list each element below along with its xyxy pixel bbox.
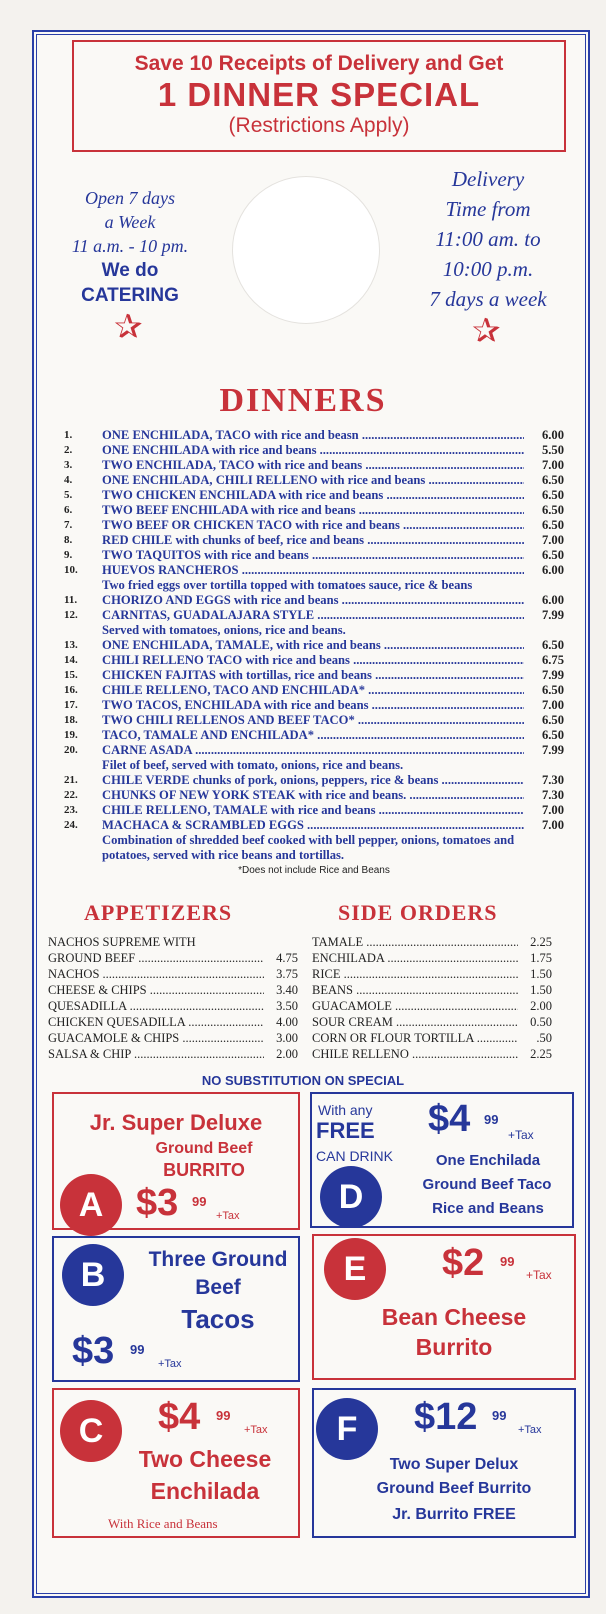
dinners-note: *Does not include Rice and Beans	[238, 865, 390, 876]
special-b-badge: B	[62, 1244, 124, 1306]
dinner-item-price: 6.75	[541, 653, 564, 667]
side-order-item	[312, 998, 552, 1014]
dinner-item-description: Filet of beef, served with tomato, onions, rice and beans.	[102, 758, 404, 772]
appetizer-item	[48, 1014, 298, 1030]
special-b-tax: +Tax	[158, 1358, 182, 1370]
dinner-item-name: CHICKEN FAJITAS with tortillas, rice and beans .....	[102, 668, 524, 683]
dinner-item-name: CHORIZO AND EGGS with rice and beans .....	[102, 593, 524, 608]
special-c-line-2: Enchilada	[150, 1478, 260, 1504]
dinner-item-price: 7.00	[541, 803, 564, 817]
promo-line-2: 1 DINNER SPECIAL	[157, 76, 481, 113]
special-b-line-3: Tacos	[181, 1304, 255, 1334]
hours-line-2: a Week	[104, 212, 156, 232]
dinner-item-price: 7.99	[541, 743, 564, 757]
dinner-item-description: Two fried eggs over tortilla topped with tomatoes sauce, rice & beans	[102, 578, 473, 592]
appetizer-item-name: QUESADILLA .....	[48, 998, 264, 1014]
special-f-line-2: Ground Beef Burrito	[376, 1480, 532, 1497]
dinner-item-price: 6.50	[541, 488, 564, 502]
dinner-item-number: 23.	[64, 804, 78, 816]
dinner-item	[64, 548, 564, 563]
dinner-item-number: 16.	[64, 684, 78, 696]
special-d-badge: D	[320, 1166, 382, 1228]
dinner-item	[64, 788, 564, 803]
dinner-item-price: 6.50	[541, 548, 564, 562]
dinner-item	[64, 728, 564, 743]
appetizer-item	[48, 998, 298, 1014]
side-order-item-price: 0.50	[530, 1015, 552, 1029]
side-order-item-name: TAMALE .....	[312, 934, 518, 950]
appetizer-item-price: 2.00	[276, 1047, 298, 1061]
dinner-item-price: 7.00	[541, 533, 564, 547]
dinner-item-price: 7.00	[541, 698, 564, 712]
side-order-item-name: RICE .....	[312, 966, 518, 982]
dinner-item-number: 3.	[64, 459, 73, 471]
special-b	[52, 1236, 300, 1382]
side-order-item	[312, 1030, 552, 1046]
appetizer-item-price: 4.75	[276, 951, 298, 965]
dinner-item-name: CHILE RELLENO, TACO AND ENCHILADA* .....	[102, 683, 524, 698]
dinner-item-number: 18.	[64, 714, 78, 726]
dinner-item-price: 7.30	[541, 788, 564, 802]
appetizers-title: APPETIZERS	[84, 900, 233, 925]
dinner-item-name: RED CHILE with chunks of beef, rice and beans .....	[102, 533, 524, 548]
appetizer-item	[48, 966, 298, 982]
special-d-line-2: Ground Beef Taco	[422, 1176, 552, 1193]
dinner-item-number: 15.	[64, 669, 78, 681]
side-order-item-name: ENCHILADA .....	[312, 950, 518, 966]
dinner-item-name: TWO TACOS, ENCHILADA with rice and beans .....	[102, 698, 524, 713]
dinner-item-number: 14.	[64, 654, 78, 666]
dinner-item	[64, 608, 564, 623]
dinner-item	[64, 533, 564, 548]
side-order-item	[312, 982, 552, 998]
dinner-item-price: 6.50	[541, 638, 564, 652]
dinner-item-name: HUEVOS RANCHEROS .....	[102, 563, 524, 578]
delivery-line-5: 7 days a week	[429, 287, 547, 311]
appetizer-item-price: 3.50	[276, 999, 298, 1013]
special-f	[312, 1388, 576, 1538]
side-order-item	[312, 1046, 552, 1062]
delivery-info	[408, 164, 568, 314]
promo-box	[72, 40, 566, 152]
appetizer-item-name: SALSA & CHIP .....	[48, 1046, 264, 1062]
appetizer-item-name: NACHOS SUPREME WITH	[48, 935, 196, 949]
dinner-item-name: ONE ENCHILADA, TAMALE, with rice and beans .....	[102, 638, 524, 653]
dinner-item-number: 7.	[64, 519, 73, 531]
star-icon: ✰	[472, 312, 501, 350]
dinner-item	[64, 503, 564, 518]
special-f-price: $12	[414, 1396, 478, 1438]
dinner-item-number: 8.	[64, 534, 73, 546]
appetizer-item	[48, 1030, 298, 1046]
dinner-item-number: 17.	[64, 699, 78, 711]
side-orders-list	[312, 934, 552, 1062]
special-c-badge: C	[60, 1400, 122, 1462]
dinner-item-name: CHILE VERDE chunks of pork, onions, peppers, rice & beans .....	[102, 773, 524, 788]
special-e-line-2: Burrito	[415, 1334, 493, 1360]
special-a-tax: +Tax	[216, 1210, 240, 1222]
dinner-item-name: TWO BEEF ENCHILADA with rice and beans .....	[102, 503, 524, 518]
special-d-pre-2: FREE	[316, 1118, 375, 1143]
dinner-item-name: TWO BEEF OR CHICKEN TACO with rice and beans .....	[102, 518, 524, 533]
door-hanger-hole	[232, 176, 380, 324]
dinner-item-price: 6.50	[541, 713, 564, 727]
special-a-line-3: BURRITO	[163, 1160, 245, 1180]
appetizer-item-price: 3.75	[276, 967, 298, 981]
dinner-item-name: TWO CHICKEN ENCHILADA with rice and beans .....	[102, 488, 524, 503]
special-b-line-2: Beef	[195, 1276, 241, 1299]
special-e-line-1: Bean Cheese	[381, 1304, 527, 1330]
special-c-line-3: With Rice and Beans	[108, 1516, 218, 1531]
promo-line-1: Save 10 Receipts of Delivery and Get	[134, 52, 504, 75]
side-order-item-name: BEANS .....	[312, 982, 518, 998]
dinner-item-name: ONE ENCHILADA, CHILI RELLENO with rice and beans .....	[102, 473, 524, 488]
dinner-item	[64, 818, 564, 833]
dinner-item-price: 6.50	[541, 518, 564, 532]
side-order-item	[312, 1014, 552, 1030]
dinner-item-number: 12.	[64, 609, 78, 621]
special-e-tax: +Tax	[526, 1268, 552, 1282]
dinner-item-price: 7.99	[541, 608, 564, 622]
dinner-item-description: Served with tomatoes, onions, rice and beans.	[102, 623, 346, 637]
dinner-item-name: CHUNKS OF NEW YORK STEAK with rice and beans. .....	[102, 788, 524, 803]
dinner-item	[64, 563, 564, 578]
special-c-line-1: Two Cheese	[138, 1446, 272, 1472]
dinner-item-number: 1.	[64, 429, 73, 441]
dinner-item-price: 6.50	[541, 728, 564, 742]
special-d-pre-1: With any	[318, 1102, 373, 1118]
dinner-item-name: CHILE RELLENO, TAMALE with rice and beans .....	[102, 803, 524, 818]
delivery-line-2: Time from	[445, 197, 531, 221]
special-d-price: $4	[428, 1098, 471, 1140]
appetizer-item	[48, 982, 298, 998]
hours-line-3: 11 a.m. - 10 pm.	[71, 236, 189, 256]
dinner-item	[64, 713, 564, 728]
special-e-badge: E	[324, 1238, 386, 1300]
dinner-item-name: CARNITAS, GUADALAJARA STYLE .....	[102, 608, 524, 623]
dinner-item-price: 5.50	[541, 443, 564, 457]
delivery-line-4: 10:00 p.m.	[442, 257, 534, 281]
appetizer-item-name: GUACAMOLE & CHIPS .....	[48, 1030, 264, 1046]
appetizer-item-name: NACHOS .....	[48, 966, 264, 982]
side-order-item-price: .50	[536, 1031, 552, 1045]
appetizer-item-name: GROUND BEEF .....	[48, 950, 264, 966]
special-f-badge: F	[316, 1398, 378, 1460]
dinner-item-number: 4.	[64, 474, 73, 486]
dinner-item-number: 9.	[64, 549, 73, 561]
special-c-tax: +Tax	[244, 1424, 268, 1436]
special-a-badge: A	[60, 1174, 122, 1236]
appetizers-list	[48, 934, 298, 1062]
dinner-item-price: 6.00	[541, 428, 564, 442]
dinner-item-price: 6.50	[541, 503, 564, 517]
dinner-item	[64, 428, 564, 443]
side-order-item-price: 2.00	[530, 999, 552, 1013]
dinner-item	[64, 803, 564, 818]
special-f-line-1: Two Super Delux	[389, 1456, 519, 1473]
hours-info	[60, 186, 200, 308]
star-icon: ✰	[114, 308, 143, 346]
dinner-item-name: TWO TAQUITOS with rice and beans .....	[102, 548, 524, 563]
dinner-item-name: TACO, TAMALE AND ENCHILADA* .....	[102, 728, 524, 743]
special-e-price: $2	[442, 1242, 485, 1284]
no-substitution-note: NO SUBSTITUTION ON SPECIAL	[201, 1073, 405, 1088]
dinner-item-number: 11.	[64, 594, 78, 606]
dinner-item-price: 7.00	[541, 458, 564, 472]
special-f-tax: +Tax	[518, 1424, 542, 1436]
dinner-item-number: 5.	[64, 489, 73, 501]
special-a-line-1: Jr. Super Deluxe	[89, 1110, 263, 1135]
appetizer-item	[48, 950, 298, 966]
dinners-list	[64, 428, 564, 876]
dinner-item-name: ONE ENCHILADA with rice and beans .....	[102, 443, 524, 458]
dinner-item-name: TWO ENCHILADA, TACO with rice and beans .....	[102, 458, 524, 473]
dinner-item-price: 6.00	[541, 593, 564, 607]
dinner-item-name: TWO CHILI RELLENOS AND BEEF TACO* .....	[102, 713, 524, 728]
special-b-price: $3	[72, 1330, 115, 1372]
appetizer-item-name: CHICKEN QUESADILLA .....	[48, 1014, 264, 1030]
side-order-item-name: CHILE RELLENO .....	[312, 1046, 518, 1062]
side-orders-title: SIDE ORDERS	[338, 900, 498, 925]
dinner-item-price: 7.30	[541, 773, 564, 787]
side-order-item	[312, 966, 552, 982]
delivery-line-1: Delivery	[451, 167, 525, 191]
delivery-line-3: 11:00 am. to	[435, 227, 541, 251]
appetizer-item-name: CHEESE & CHIPS .....	[48, 982, 264, 998]
catering-line-2: CATERING	[81, 285, 179, 306]
dinner-item-number: 13.	[64, 639, 78, 651]
special-d-cents: 99	[484, 1112, 499, 1127]
dinner-item	[64, 773, 564, 788]
dinner-item-number: 2.	[64, 444, 73, 456]
dinner-item	[64, 638, 564, 653]
appetizer-item	[48, 934, 298, 950]
side-order-item-price: 1.50	[530, 967, 552, 981]
appetizer-item-price: 3.00	[276, 1031, 298, 1045]
special-c	[52, 1388, 300, 1538]
appetizer-item-price	[264, 934, 298, 950]
dinner-item-number: 24.	[64, 819, 78, 831]
special-a-price: $3	[136, 1182, 179, 1224]
dinner-item-name: CHILI RELLENO TACO with rice and beans .....	[102, 653, 524, 668]
dinner-item-number: 20.	[64, 744, 78, 756]
dinner-item-number: 22.	[64, 789, 78, 801]
special-a-line-2: Ground Beef	[155, 1140, 253, 1157]
special-d-line-3: Rice and Beans	[432, 1200, 544, 1217]
side-order-item-name: CORN OR FLOUR TORTILLA .....	[312, 1030, 518, 1046]
side-order-item	[312, 950, 552, 966]
dinner-item-name: ONE ENCHILADA, TACO with rice and beasn .....	[102, 428, 524, 443]
special-a	[52, 1092, 300, 1230]
dinner-item	[64, 593, 564, 608]
dinner-item-price: 6.00	[541, 563, 564, 577]
dinner-item	[64, 668, 564, 683]
dinner-item-number: 6.	[64, 504, 73, 516]
promo-line-3: (Restrictions Apply)	[228, 114, 410, 137]
special-b-line-1: Three Ground	[148, 1248, 288, 1271]
dinner-item-price: 6.50	[541, 683, 564, 697]
dinner-item	[64, 443, 564, 458]
dinner-item-price: 6.50	[541, 473, 564, 487]
special-e-cents: 99	[500, 1254, 515, 1269]
special-a-cents: 99	[192, 1194, 207, 1209]
dinner-item-price: 7.99	[541, 668, 564, 682]
appetizer-item-price: 4.00	[276, 1015, 298, 1029]
side-order-item-price: 2.25	[530, 935, 552, 949]
special-c-cents: 99	[216, 1408, 231, 1423]
special-e	[312, 1234, 576, 1380]
dinners-title: DINNERS	[219, 382, 387, 419]
appetizer-item	[48, 1046, 298, 1062]
side-order-item-price: 1.75	[530, 951, 552, 965]
dinner-item	[64, 743, 564, 758]
dinner-item-description: Combination of shredded beef cooked with bell pepper, onions, tomatoes and potatoes, served with rice beans and tortillas.	[102, 833, 515, 862]
dinner-item	[64, 488, 564, 503]
side-order-item-name: GUACAMOLE .....	[312, 998, 518, 1014]
catering-line-1: We do	[101, 260, 159, 281]
dinner-item	[64, 683, 564, 698]
special-f-line-3: Jr. Burrito FREE	[392, 1506, 516, 1523]
dinner-item	[64, 518, 564, 533]
dinner-item	[64, 473, 564, 488]
special-d-pre-3: CAN DRINK	[316, 1148, 394, 1164]
dinner-item-name: CARNE ASADA .....	[102, 743, 524, 758]
dinner-item	[64, 653, 564, 668]
special-d-tax: +Tax	[508, 1128, 534, 1142]
dinner-item-number: 10.	[64, 564, 78, 576]
hours-line-1: Open 7 days	[85, 188, 175, 208]
side-order-item-price: 1.50	[530, 983, 552, 997]
side-order-item	[312, 934, 552, 950]
dinner-item-price: 7.00	[541, 818, 564, 832]
dinner-item	[64, 698, 564, 713]
dinner-item	[64, 458, 564, 473]
dinner-item-name: MACHACA & SCRAMBLED EGGS .....	[102, 818, 524, 833]
special-c-price: $4	[158, 1396, 201, 1438]
special-d-line-1: One Enchilada	[435, 1152, 541, 1169]
appetizer-item-price: 3.40	[276, 983, 298, 997]
side-order-item-price: 2.25	[530, 1047, 552, 1061]
dinner-item-number: 21.	[64, 774, 78, 786]
dinner-item-number: 19.	[64, 729, 78, 741]
special-f-cents: 99	[492, 1408, 507, 1423]
special-b-cents: 99	[130, 1342, 145, 1357]
side-order-item-name: SOUR CREAM .....	[312, 1014, 518, 1030]
special-d	[310, 1092, 574, 1228]
